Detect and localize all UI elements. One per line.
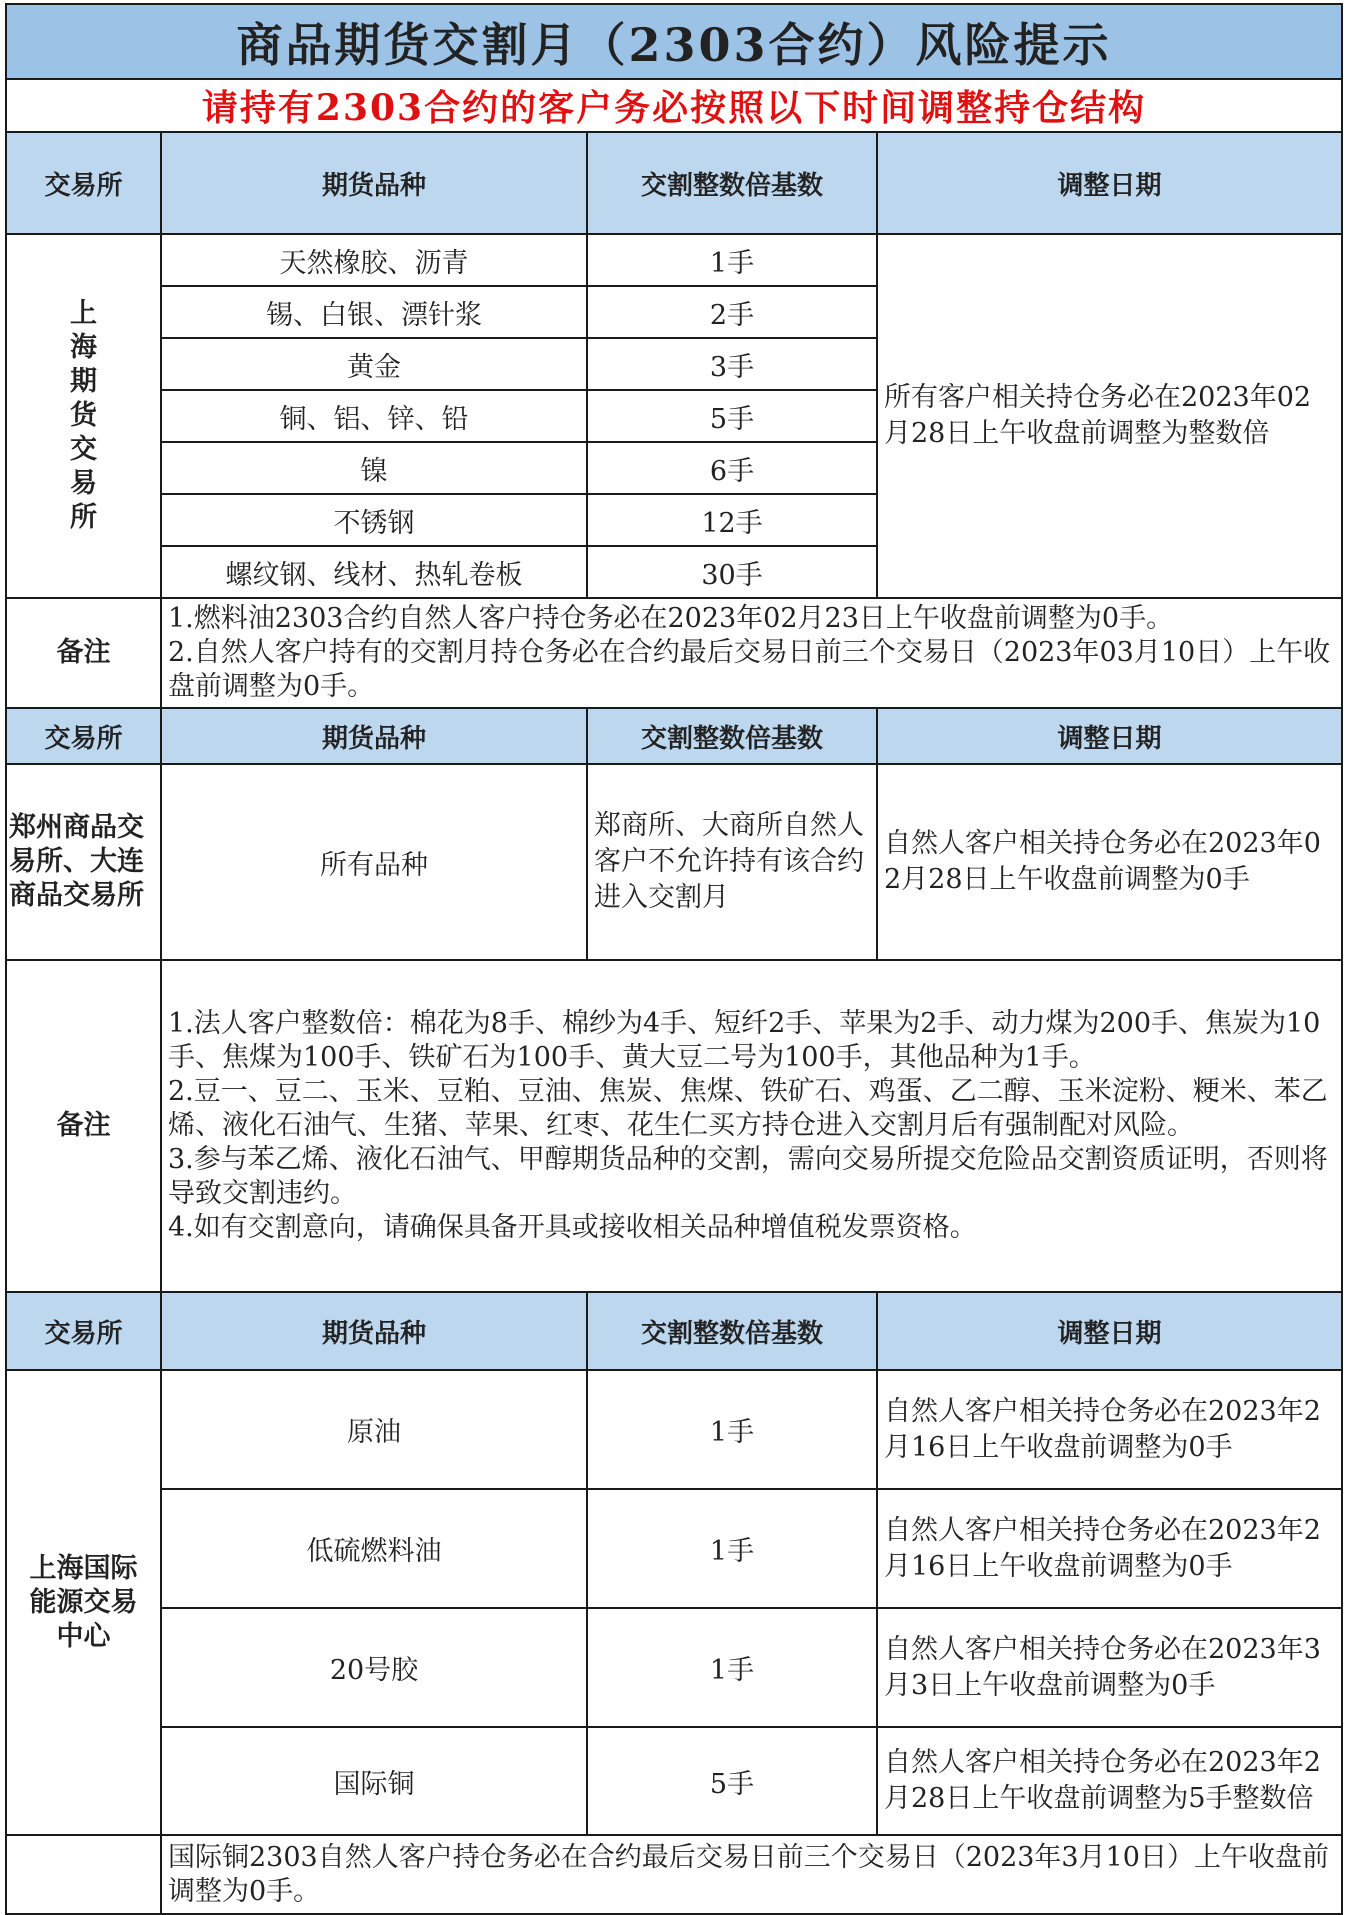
notice-row	[6, 79, 1342, 132]
ine-note: 国际铜2303自然人客户持仓务必在合约最后交易日前三个交易日（2023年3月10日）上午收盘前调整为0手。	[161, 1835, 1342, 1914]
header-date: 调整日期	[877, 1292, 1342, 1370]
header-variety: 期货品种	[161, 1292, 587, 1370]
header-multiple: 交割整数倍基数	[587, 1292, 877, 1370]
note-line: 4.如有交割意向，请确保具备开具或接收相关品种增值税发票资格。	[168, 1212, 977, 1243]
header-exchange: 交易所	[6, 1292, 161, 1370]
header-variety: 期货品种	[161, 132, 587, 234]
risk-notice-table	[5, 3, 1343, 1915]
exchange-ine: 上海国际 能源交易 中心	[6, 1370, 161, 1835]
multiple-cell: 1手	[587, 234, 877, 286]
multiple-cell: 3手	[587, 338, 877, 390]
header-row-ine	[6, 1292, 1342, 1370]
header-exchange: 交易所	[6, 708, 161, 764]
date-cell: 自然人客户相关持仓务必在2023年2月16日上午收盘前调整为0手	[877, 1370, 1342, 1489]
variety-cell: 不锈钢	[161, 494, 587, 546]
multiple-cell: 6手	[587, 442, 877, 494]
shfe-date-cell: 所有客户相关持仓务必在2023年02月28日上午收盘前调整为整数倍	[877, 234, 1342, 598]
date-cell: 自然人客户相关持仓务必在2023年2月28日上午收盘前调整为5手整数倍	[877, 1727, 1342, 1835]
multiple-cell: 12手	[587, 494, 877, 546]
variety-cell: 低硫燃料油	[161, 1489, 587, 1608]
page-title: 商品期货交割月（2303合约）风险提示	[6, 4, 1342, 79]
shfe-row	[6, 234, 1342, 286]
multiple-cell: 5手	[587, 390, 877, 442]
empty-cell	[6, 1835, 161, 1914]
date-cell: 自然人客户相关持仓务必在2023年02月28日上午收盘前调整为0手	[877, 764, 1342, 960]
header-date: 调整日期	[877, 708, 1342, 764]
variety-cell: 镍	[161, 442, 587, 494]
variety-cell: 20号胶	[161, 1608, 587, 1727]
variety-cell: 天然橡胶、沥青	[161, 234, 587, 286]
shfe-note-row	[6, 598, 1342, 708]
header-multiple: 交割整数倍基数	[587, 132, 877, 234]
note-line: 2.豆一、豆二、玉米、豆粕、豆油、焦炭、焦煤、铁矿石、鸡蛋、乙二醇、玉米淀粉、粳米、苯乙烯、液化石油气、生猪、苹果、红枣、花生仁买方持仓进入交割月后有强制配对风险。	[168, 1076, 1328, 1141]
note-line: 1.燃料油2303合约自然人客户持仓务必在2023年02月23日上午收盘前调整为0手。	[168, 603, 1174, 634]
exchange-zce-dce: 郑州商品交易所、大连商品交易所	[6, 764, 161, 960]
multiple-cell: 1手	[587, 1370, 877, 1489]
variety-cell: 原油	[161, 1370, 587, 1489]
variety-cell: 铜、铝、锌、铅	[161, 390, 587, 442]
header-row-shfe	[6, 132, 1342, 234]
exchange-shfe: 上 海 期 货 交 易 所	[6, 234, 161, 598]
zce-note-row	[6, 960, 1342, 1292]
date-cell: 自然人客户相关持仓务必在2023年3月3日上午收盘前调整为0手	[877, 1608, 1342, 1727]
note-label: 备注	[6, 598, 161, 708]
risk-notice-sheet	[5, 3, 1341, 1911]
ine-row	[6, 1489, 1342, 1608]
multiple-cell: 郑商所、大商所自然人客户不允许持有该合约进入交割月	[587, 764, 877, 960]
note-line: 2.自然人客户持有的交割月持仓务必在合约最后交易日前三个交易日（2023年03月10日）上午收盘前调整为0手。	[168, 637, 1331, 702]
notice-text: 请持有2303合约的客户务必按照以下时间调整持仓结构	[6, 79, 1342, 132]
header-variety: 期货品种	[161, 708, 587, 764]
header-exchange: 交易所	[6, 132, 161, 234]
shfe-notes	[161, 598, 1342, 708]
multiple-cell: 30手	[587, 546, 877, 598]
variety-cell: 所有品种	[161, 764, 587, 960]
header-row-zce	[6, 708, 1342, 764]
ine-row	[6, 1608, 1342, 1727]
title-row	[6, 4, 1342, 79]
note-line: 3.参与苯乙烯、液化石油气、甲醇期货品种的交割，需向交易所提交危险品交割资质证明，否则将导致交割违约。	[168, 1144, 1328, 1209]
note-label: 备注	[6, 960, 161, 1292]
multiple-cell: 2手	[587, 286, 877, 338]
zce-notes	[161, 960, 1342, 1292]
variety-cell: 锡、白银、漂针浆	[161, 286, 587, 338]
ine-note-row	[6, 1835, 1342, 1914]
note-line: 1.法人客户整数倍：棉花为8手、棉纱为4手、短纤2手、苹果为2手、动力煤为200手、焦炭为10手、焦煤为100手、铁矿石为100手、黄大豆二号为100手，其他品种为1手。	[168, 1008, 1321, 1073]
ine-row	[6, 1727, 1342, 1835]
variety-cell: 国际铜	[161, 1727, 587, 1835]
multiple-cell: 5手	[587, 1727, 877, 1835]
date-cell: 自然人客户相关持仓务必在2023年2月16日上午收盘前调整为0手	[877, 1489, 1342, 1608]
ine-row	[6, 1370, 1342, 1489]
multiple-cell: 1手	[587, 1489, 877, 1608]
zce-dce-row	[6, 764, 1342, 960]
header-date: 调整日期	[877, 132, 1342, 234]
variety-cell: 螺纹钢、线材、热轧卷板	[161, 546, 587, 598]
header-multiple: 交割整数倍基数	[587, 708, 877, 764]
multiple-cell: 1手	[587, 1608, 877, 1727]
variety-cell: 黄金	[161, 338, 587, 390]
